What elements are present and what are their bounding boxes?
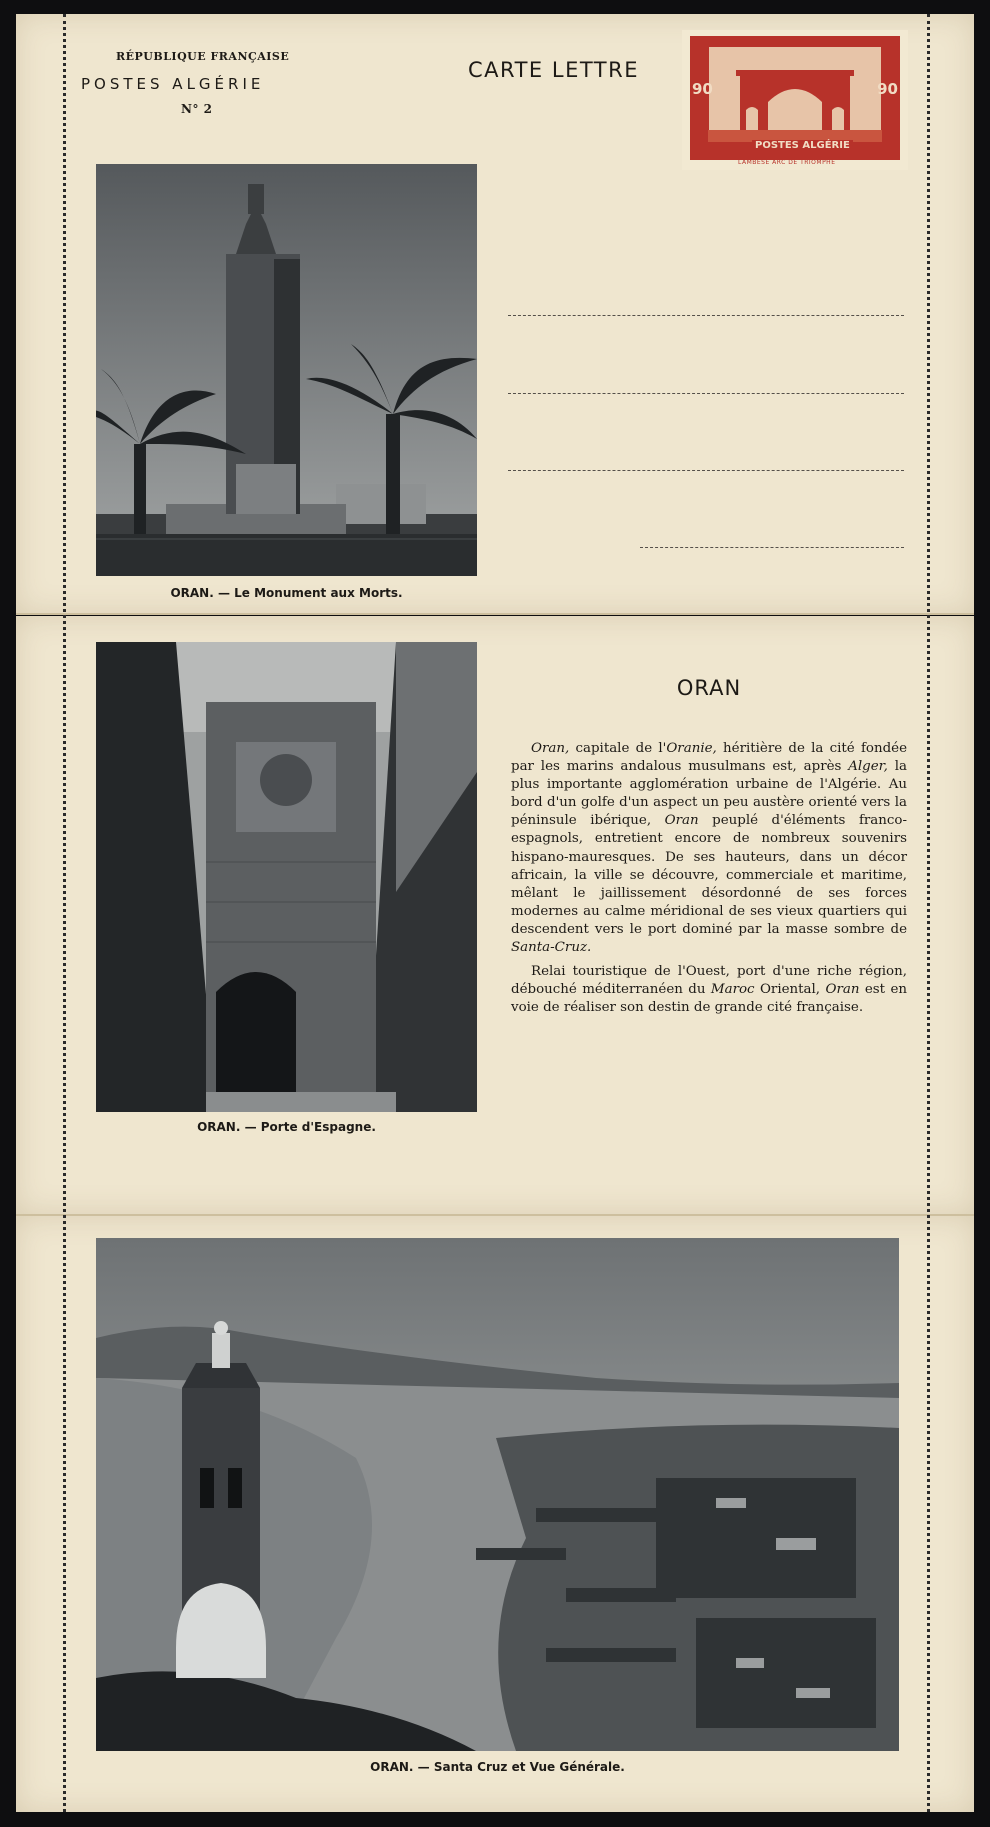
card-number: N° 2: [181, 102, 213, 116]
stamp-caption: LAMBESE ARC DE TRIOMPHE: [738, 159, 836, 166]
article-title: ORAN: [676, 676, 742, 700]
perforation-right: [927, 14, 930, 1812]
p2-run: Maroc: [710, 982, 755, 998]
p2-run: Relai touristique de l'Ouest, port d'une riche région, débouché méditerranéen du: [511, 964, 907, 998]
fold-line: [16, 1214, 974, 1216]
postage-stamp: [682, 30, 908, 170]
article-paragraph-1: [511, 740, 907, 957]
article-text: [511, 740, 907, 1023]
p1-run: peuplé d'éléments franco-espagnols, entretient encore de nombreux souvenirs hispano-mauresques. De ses hauteurs, dans un décor africain, la ville se découvre, commerciale et maritime, mêlant le jaillissement désordonné de ses forces modernes au calme méridional de ses vieux quartiers qui descendent vers le port dominé par la masse sombre de: [511, 813, 907, 937]
caption-santa-cruz: ORAN. — Santa Cruz et Vue Générale.: [370, 1760, 625, 1774]
p2-run: Oran: [825, 982, 860, 998]
stamp-value-right: 90: [877, 80, 898, 98]
stamp-value-left: 90: [692, 80, 713, 98]
p1-run: Oranie,: [666, 741, 717, 756]
photo-porte-d-espagne: [96, 642, 477, 1112]
photo-monument-aux-morts: [96, 164, 477, 576]
p2-run: est en voie de réaliser son destin de grande cité française.: [511, 982, 907, 1016]
article-paragraph-2: [511, 963, 907, 1017]
postes-label: POSTES ALGÉRIE: [81, 75, 265, 93]
p1-run: héritière de la cité fondée par les marins andalous musulmans est, après: [511, 741, 908, 775]
perforation-left: [63, 14, 66, 1812]
address-line: [508, 470, 904, 471]
p1-run: Alger,: [848, 759, 888, 775]
p1-run: Oran: [664, 813, 699, 829]
address-line: [508, 315, 904, 316]
p1-run: Oran,: [531, 741, 570, 756]
p1-run: la plus importante agglomération urbaine de l'Algérie. Au bord d'un golfe d'un aspect un peu austère orienté vers la péninsule ibérique,: [511, 759, 907, 829]
caption-monument: ORAN. — Le Monument aux Morts.: [170, 586, 403, 600]
card-title: CARTE LETTRE: [468, 58, 639, 82]
republique-label: RÉPUBLIQUE FRANÇAISE: [116, 50, 290, 63]
caption-porte: ORAN. — Porte d'Espagne.: [197, 1120, 376, 1134]
address-line: [640, 547, 904, 548]
p1-run: capitale de l': [569, 741, 667, 756]
p2-run: Oriental,: [754, 982, 826, 998]
fold-line: [16, 613, 974, 615]
stamp-banner: POSTES ALGÉRIE: [752, 140, 853, 151]
photo-santa-cruz-vue-generale: [96, 1238, 899, 1751]
address-line: [508, 393, 904, 394]
p1-run: Santa-Cruz.: [511, 940, 592, 956]
